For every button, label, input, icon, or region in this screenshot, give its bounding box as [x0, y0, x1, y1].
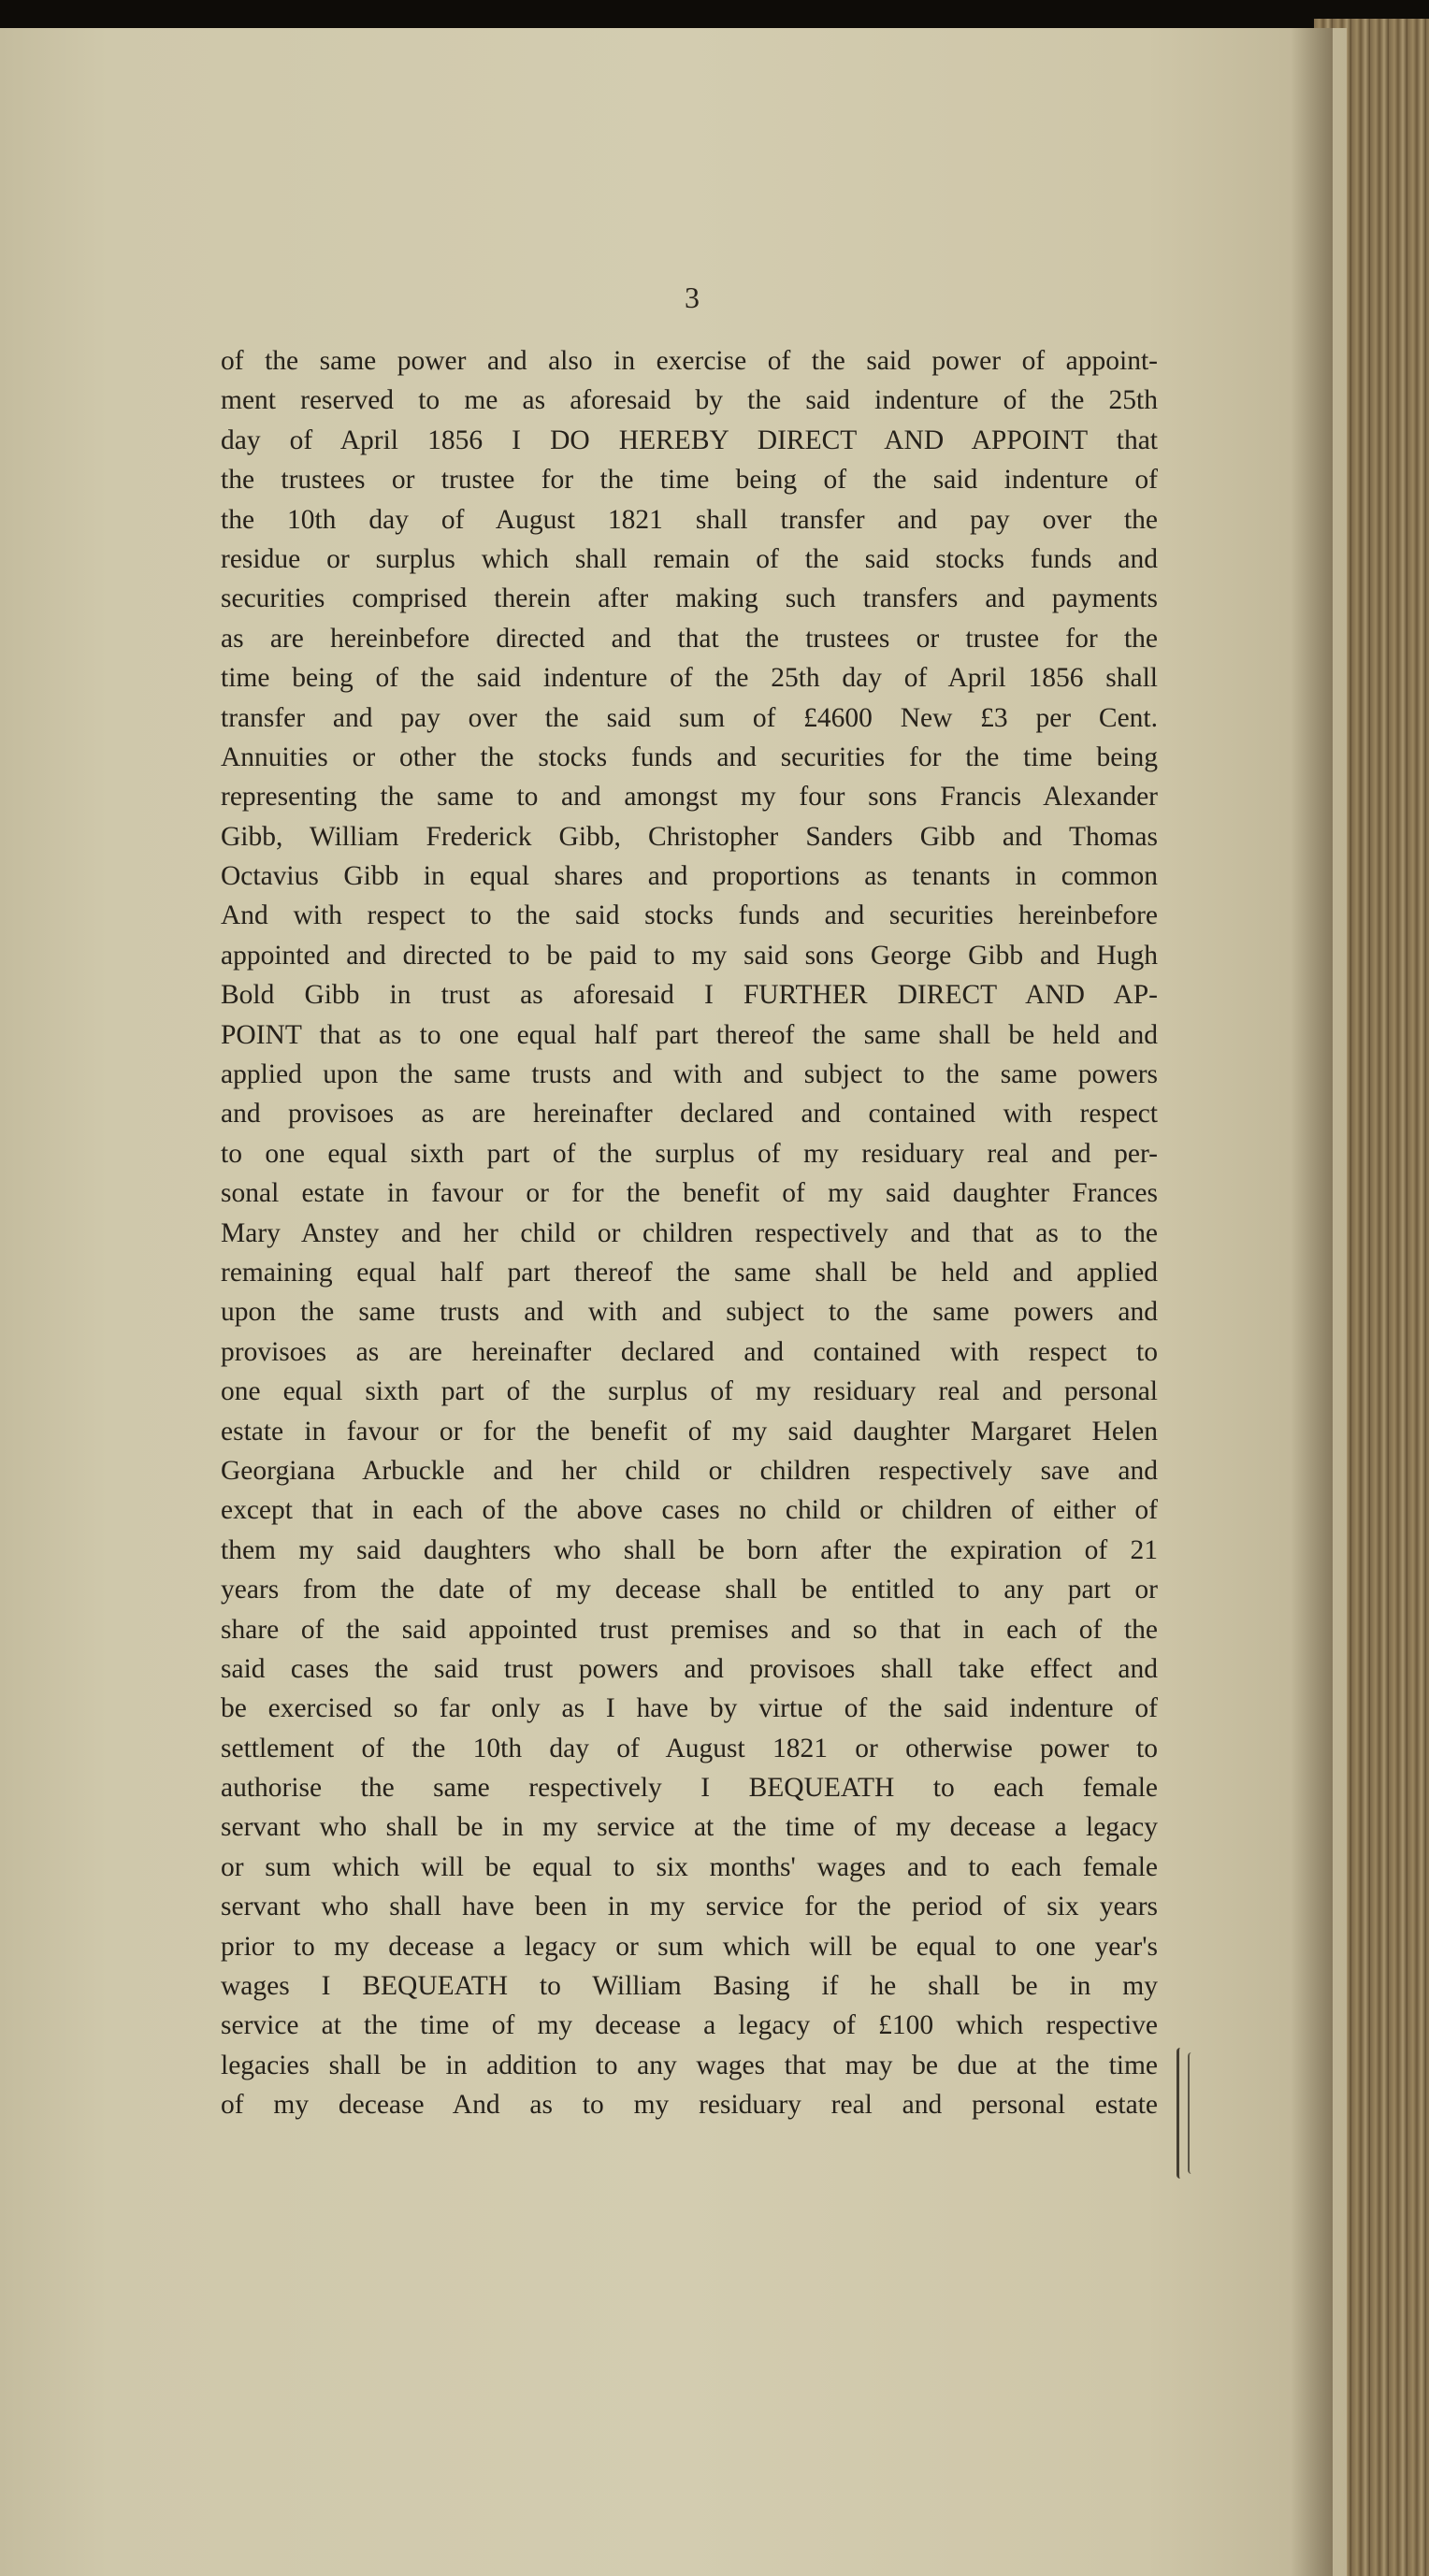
text-line: wages I BEQUEATH to William Basing if he shall be in my: [221, 1971, 1158, 2002]
text-line: authorise the same respectively I BEQUEATH to each female: [221, 1773, 1158, 1804]
text-line: prior to my decease a legacy or sum which will be equal to one year's: [221, 1931, 1158, 1962]
text-line: and provisoes as are hereinafter declared and contained with respect: [221, 1099, 1158, 1130]
text-line: legacies shall be in addition to any wages that may be due at the time: [221, 2050, 1158, 2080]
page-number: 3: [685, 281, 700, 314]
text-line: of the same power and also in exercise of the said power of appoint-: [221, 346, 1158, 376]
text-line: as are hereinbefore directed and that the trustees or trustee for the: [221, 623, 1158, 654]
text-line: servant who shall be in my service at the time of my decease a legacy: [221, 1812, 1158, 1843]
text-line: Gibb, William Frederick Gibb, Christopher Sanders Gibb and Thomas: [221, 821, 1158, 852]
text-line: day of April 1856 I DO HEREBY DIRECT AND APPOINT that: [221, 425, 1158, 455]
text-line: share of the said appointed trust premises and so that in each of the: [221, 1614, 1158, 1645]
text-line: settlement of the 10th day of August 1821 or otherwise power to: [221, 1733, 1158, 1763]
text-line: of my decease And as to my residuary real and personal estate: [221, 2090, 1158, 2121]
text-line: time being of the said indenture of the 25th day of April 1856 shall: [221, 663, 1158, 694]
text-line: upon the same trusts and with and subject to the same powers and: [221, 1297, 1158, 1328]
margin-pencil-mark: [1188, 2052, 1195, 2174]
text-line: the trustees or trustee for the time being of the said indenture of: [221, 465, 1158, 496]
text-line: them my said daughters who shall be born after the expiration of 21: [221, 1534, 1158, 1565]
page-gutter-shadow: [1291, 28, 1333, 2576]
text-line: the 10th day of August 1821 shall transfer and pay over the: [221, 504, 1158, 535]
body-text: [221, 341, 1158, 2125]
text-line: or sum which will be equal to six months' wages and to each female: [221, 1851, 1158, 1882]
text-line: Octavius Gibb in equal shares and proportions as tenants in common: [221, 861, 1158, 892]
text-line: residue or surplus which shall remain of the said stocks funds and: [221, 543, 1158, 574]
text-line: securities comprised therein after making such transfers and payments: [221, 583, 1158, 614]
text-line: Mary Anstey and her child or children respectively and that as to the: [221, 1217, 1158, 1248]
text-line: representing the same to and amongst my four sons Francis Alexander: [221, 782, 1158, 813]
text-line: said cases the said trust powers and provisoes shall take effect and: [221, 1653, 1158, 1684]
text-line: And with respect to the said stocks funds and securities hereinbefore: [221, 900, 1158, 931]
scan-top-edge: [0, 0, 1429, 32]
text-line: sonal estate in favour or for the benefit of my said daughter Frances: [221, 1178, 1158, 1209]
text-line: service at the time of my decease a legacy of £100 which respective: [221, 2010, 1158, 2041]
text-line: servant who shall have been in my service for the period of six years: [221, 1892, 1158, 1922]
text-line: to one equal sixth part of the surplus of my residuary real and per-: [221, 1138, 1158, 1169]
text-line: POINT that as to one equal half part thereof the same shall be held and: [221, 1019, 1158, 1050]
text-line: except that in each of the above cases no child or children of either of: [221, 1495, 1158, 1526]
text-line: provisoes as are hereinafter declared and contained with respect to: [221, 1336, 1158, 1367]
text-line: years from the date of my decease shall be entitled to any part or: [221, 1575, 1158, 1605]
text-line: appointed and directed to be paid to my said sons George Gibb and Hugh: [221, 940, 1158, 971]
text-line: estate in favour or for the benefit of my said daughter Margaret Helen: [221, 1416, 1158, 1446]
text-line: Bold Gibb in trust as aforesaid I FURTHER DIRECT AND AP-: [221, 980, 1158, 1011]
text-line: ment reserved to me as aforesaid by the said indenture of the 25th: [221, 385, 1158, 416]
text-line: Georgiana Arbuckle and her child or children respectively save and: [221, 1455, 1158, 1486]
text-line: remaining equal half part thereof the same shall be held and applied: [221, 1257, 1158, 1288]
text-line: be exercised so far only as I have by virtue of the said indenture of: [221, 1693, 1158, 1724]
text-line: applied upon the same trusts and with and subject to the same powers: [221, 1059, 1158, 1090]
text-line: Annuities or other the stocks funds and securities for the time being: [221, 741, 1158, 772]
text-line: one equal sixth part of the surplus of my residuary real and personal: [221, 1376, 1158, 1407]
text-line: transfer and pay over the said sum of £4600 New £3 per Cent.: [221, 702, 1158, 733]
margin-pencil-mark: [1176, 2048, 1187, 2179]
